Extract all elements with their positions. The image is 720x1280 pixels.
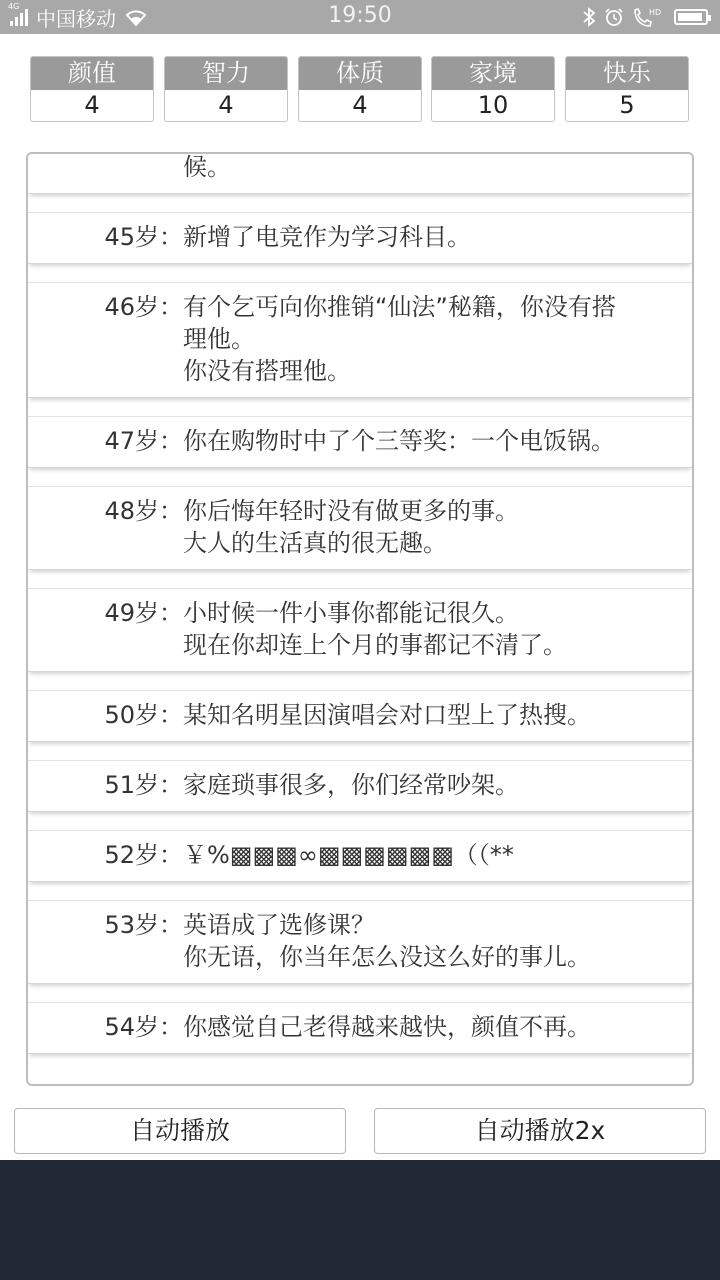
age-label: 52岁： xyxy=(104,841,183,869)
event-line: 英语成了选修课？ xyxy=(183,911,375,939)
event-line: ￥%▩▩▩∞▩▩▩▩▩▩（（** xyxy=(183,841,514,869)
event-line: 现在你却连上个月的事都记不清了。 xyxy=(183,631,567,659)
event-line: 家庭琐事很多，你们经常吵架。 xyxy=(183,771,519,799)
age-label: 47岁： xyxy=(104,427,183,455)
event-line: 理他。 xyxy=(183,325,255,353)
stat-label: 体质 xyxy=(299,57,421,90)
event-text xyxy=(183,597,692,661)
age-label: 50岁： xyxy=(104,701,183,729)
stat-constitution xyxy=(298,56,422,122)
event-text xyxy=(183,769,692,801)
stat-value: 4 xyxy=(352,91,368,119)
event-text xyxy=(183,425,692,457)
battery-level xyxy=(678,13,702,21)
call-hd-icon xyxy=(632,6,662,28)
stat-label: 快乐 xyxy=(566,57,688,90)
age-label: 46岁： xyxy=(104,293,183,321)
status-bar xyxy=(0,0,720,34)
stat-label: 智力 xyxy=(165,57,287,90)
stat-label: 颜值 xyxy=(31,57,153,90)
list-item xyxy=(28,152,692,194)
stat-happiness xyxy=(565,56,689,122)
event-text xyxy=(183,839,692,871)
event-line: 你感觉自己老得越来越快，颜值不再。 xyxy=(183,1013,591,1041)
event-text xyxy=(183,291,692,387)
list-item xyxy=(28,212,692,264)
list-item xyxy=(28,416,692,468)
age-label: 49岁： xyxy=(104,599,183,627)
age-label: 51岁： xyxy=(104,771,183,799)
stat-family-background xyxy=(431,56,555,122)
stat-value: 4 xyxy=(218,91,234,119)
network-type-label: 4G xyxy=(8,2,20,11)
event-line: 你在购物时中了个三等奖：一个电饭锅。 xyxy=(183,427,615,455)
alarm-icon xyxy=(604,7,624,27)
attribute-panel xyxy=(30,56,690,122)
event-line: 有个乞丐向你推销“仙法”秘籍，你没有搭 xyxy=(183,293,616,321)
status-right xyxy=(574,4,708,30)
bluetooth-icon xyxy=(582,7,596,27)
stat-label: 家境 xyxy=(432,57,554,90)
status-time: 19:50 xyxy=(328,3,392,28)
carrier-name: 中国移动 xyxy=(36,6,116,31)
life-log-list xyxy=(28,152,692,1072)
event-text xyxy=(183,221,692,253)
list-item xyxy=(28,588,692,672)
stat-value: 5 xyxy=(619,91,635,119)
stat-value: 10 xyxy=(477,91,509,119)
event-line: 你无语，你当年怎么没这么好的事儿。 xyxy=(183,943,591,971)
event-line: 小时候一件小事你都能记很久。 xyxy=(183,599,519,627)
battery-icon xyxy=(674,9,708,25)
entries xyxy=(28,212,692,1054)
list-item xyxy=(28,690,692,742)
event-text xyxy=(183,495,692,559)
age-label: 48岁： xyxy=(104,497,183,525)
event-text xyxy=(183,1011,692,1043)
age-label: 45岁： xyxy=(104,223,183,251)
event-line: 大人的生活真的很无趣。 xyxy=(183,529,447,557)
stat-appearance xyxy=(30,56,154,122)
list-item xyxy=(28,1002,692,1054)
event-line: 你后悔年轻时没有做更多的事。 xyxy=(183,497,519,525)
event-text xyxy=(183,699,692,731)
list-item xyxy=(28,282,692,398)
event-text xyxy=(183,909,692,973)
svg-text:HD: HD xyxy=(649,8,662,17)
auto-play-2x-button[interactable]: 自动播放2x xyxy=(374,1108,706,1154)
list-item xyxy=(28,486,692,570)
event-line: 你没有搭理他。 xyxy=(183,357,351,385)
age-label: 54岁： xyxy=(104,1013,183,1041)
event-text: 候。 xyxy=(183,153,231,181)
list-item xyxy=(28,900,692,984)
event-line: 新增了电竞作为学习科目。 xyxy=(183,223,471,251)
stat-value: 4 xyxy=(84,91,100,119)
stat-intelligence xyxy=(164,56,288,122)
life-log[interactable] xyxy=(26,152,694,1086)
auto-play-button[interactable]: 自动播放 xyxy=(14,1108,346,1154)
age-label: 53岁： xyxy=(104,911,183,939)
list-item xyxy=(28,760,692,812)
bottom-bar xyxy=(0,1160,720,1280)
event-line: 某知名明星因演唱会对口型上了热搜。 xyxy=(183,701,591,729)
list-item xyxy=(28,830,692,882)
